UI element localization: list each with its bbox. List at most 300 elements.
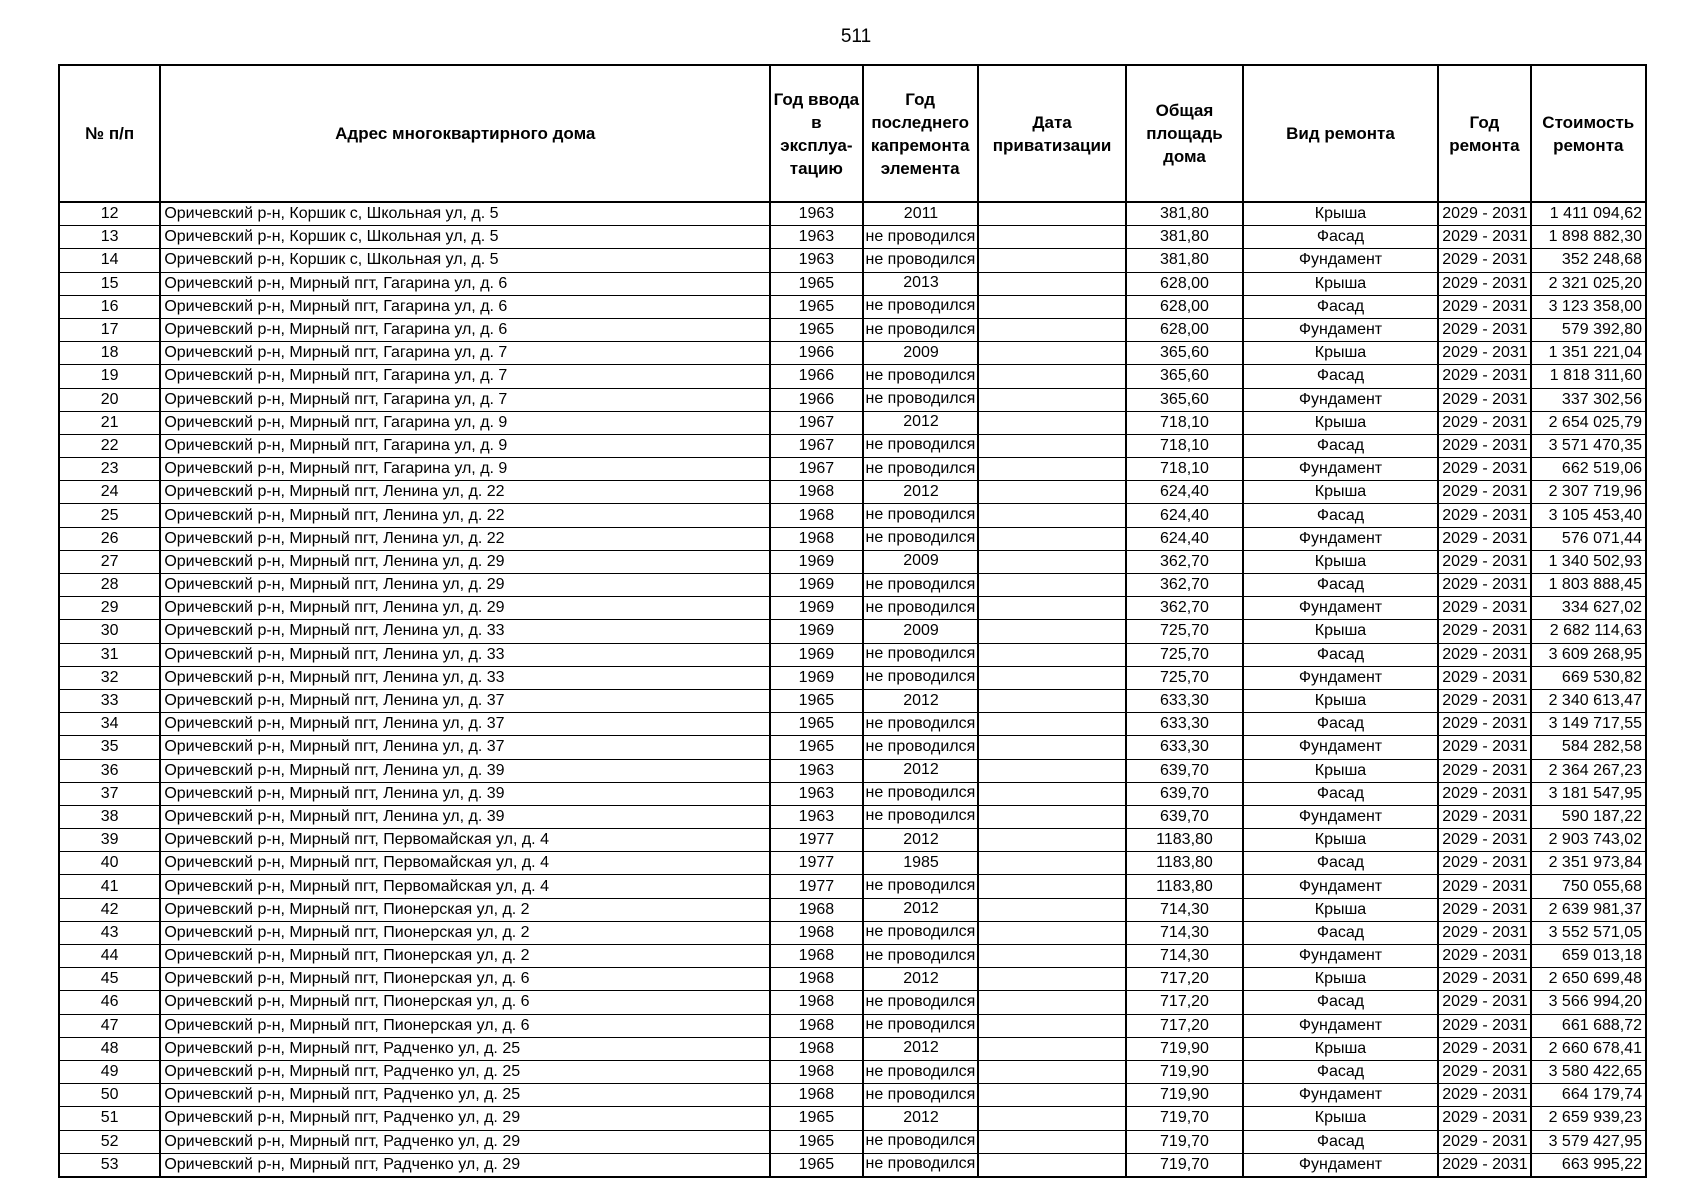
privatization-cell — [978, 434, 1126, 457]
repair-period-cell: 2029 - 2031 — [1438, 434, 1530, 457]
privatization-cell — [978, 365, 1126, 388]
last-repair-cell: 2009 — [863, 620, 978, 643]
repair-type-cell: Фундамент — [1243, 666, 1439, 689]
address-cell: Оричевский р-н, Мирный пгт, Ленина ул, д. 29 — [160, 574, 770, 597]
repair-period-cell: 2029 - 2031 — [1438, 689, 1530, 712]
area-cell: 717,20 — [1126, 1014, 1242, 1037]
cost-cell: 2 682 114,63 — [1531, 620, 1646, 643]
last-repair-cell: 2012 — [863, 1037, 978, 1060]
table-row — [59, 527, 1646, 550]
table-row — [59, 666, 1646, 689]
address-cell: Оричевский р-н, Мирный пгт, Радченко ул, д. 29 — [160, 1107, 770, 1130]
repair-period-cell: 2029 - 2031 — [1438, 1084, 1530, 1107]
repair-type-cell: Фундамент — [1243, 249, 1439, 272]
num-cell: 39 — [59, 829, 160, 852]
cost-cell: 2 321 025,20 — [1531, 272, 1646, 295]
year-built-cell: 1969 — [770, 620, 862, 643]
repair-period-cell: 2029 - 2031 — [1438, 1153, 1530, 1177]
area-cell: 1183,80 — [1126, 852, 1242, 875]
repair-type-cell: Крыша — [1243, 411, 1439, 434]
num-cell: 36 — [59, 759, 160, 782]
repair-type-cell: Фасад — [1243, 574, 1439, 597]
table-row — [59, 1060, 1646, 1083]
repair-type-cell: Фасад — [1243, 643, 1439, 666]
year-built-cell: 1968 — [770, 1037, 862, 1060]
privatization-cell — [978, 782, 1126, 805]
repair-type-cell: Крыша — [1243, 620, 1439, 643]
last-repair-cell: не проводился — [863, 458, 978, 481]
privatization-cell — [978, 1037, 1126, 1060]
privatization-cell — [978, 295, 1126, 318]
privatization-cell — [978, 550, 1126, 573]
num-cell: 46 — [59, 991, 160, 1014]
last-repair-cell: не проводился — [863, 597, 978, 620]
repair-type-cell: Фасад — [1243, 226, 1439, 249]
address-cell: Оричевский р-н, Мирный пгт, Пионерская ул, д. 6 — [160, 991, 770, 1014]
address-cell: Оричевский р-н, Мирный пгт, Первомайская ул, д. 4 — [160, 852, 770, 875]
year-built-cell: 1965 — [770, 736, 862, 759]
num-cell: 48 — [59, 1037, 160, 1060]
table-row — [59, 202, 1646, 226]
table-row — [59, 991, 1646, 1014]
cost-cell: 3 579 427,95 — [1531, 1130, 1646, 1153]
year-built-cell: 1963 — [770, 759, 862, 782]
year-built-cell: 1969 — [770, 643, 862, 666]
year-built-cell: 1965 — [770, 713, 862, 736]
area-cell: 718,10 — [1126, 411, 1242, 434]
address-cell: Оричевский р-н, Мирный пгт, Ленина ул, д. 22 — [160, 481, 770, 504]
repair-type-cell: Крыша — [1243, 1107, 1439, 1130]
address-cell: Оричевский р-н, Коршик с, Школьная ул, д. 5 — [160, 249, 770, 272]
num-cell: 15 — [59, 272, 160, 295]
cost-cell: 2 659 939,23 — [1531, 1107, 1646, 1130]
area-cell: 624,40 — [1126, 527, 1242, 550]
area-cell: 718,10 — [1126, 434, 1242, 457]
table-row — [59, 875, 1646, 898]
last-repair-cell: 2009 — [863, 342, 978, 365]
repair-period-cell: 2029 - 2031 — [1438, 1014, 1530, 1037]
address-cell: Оричевский р-н, Мирный пгт, Ленина ул, д. 33 — [160, 643, 770, 666]
cost-cell: 664 179,74 — [1531, 1084, 1646, 1107]
area-cell: 714,30 — [1126, 921, 1242, 944]
num-cell: 29 — [59, 597, 160, 620]
table-row — [59, 388, 1646, 411]
year-built-cell: 1963 — [770, 805, 862, 828]
cost-cell: 2 654 025,79 — [1531, 411, 1646, 434]
cost-cell: 590 187,22 — [1531, 805, 1646, 828]
cost-cell: 334 627,02 — [1531, 597, 1646, 620]
last-repair-cell: не проводился — [863, 736, 978, 759]
last-repair-cell: 2011 — [863, 202, 978, 226]
repair-period-cell: 2029 - 2031 — [1438, 1107, 1530, 1130]
address-cell: Оричевский р-н, Мирный пгт, Радченко ул, д. 25 — [160, 1060, 770, 1083]
table-row — [59, 550, 1646, 573]
last-repair-cell: не проводился — [863, 875, 978, 898]
repair-period-cell: 2029 - 2031 — [1438, 945, 1530, 968]
privatization-cell — [978, 504, 1126, 527]
repair-period-cell: 2029 - 2031 — [1438, 597, 1530, 620]
repair-period-cell: 2029 - 2031 — [1438, 898, 1530, 921]
cost-cell: 3 571 470,35 — [1531, 434, 1646, 457]
privatization-cell — [978, 249, 1126, 272]
last-repair-cell: 1985 — [863, 852, 978, 875]
last-repair-cell: не проводился — [863, 713, 978, 736]
privatization-cell — [978, 875, 1126, 898]
num-cell: 30 — [59, 620, 160, 643]
area-cell: 719,70 — [1126, 1107, 1242, 1130]
year-built-cell: 1968 — [770, 898, 862, 921]
repair-period-cell: 2029 - 2031 — [1438, 666, 1530, 689]
cost-cell: 1 818 311,60 — [1531, 365, 1646, 388]
last-repair-cell: 2012 — [863, 898, 978, 921]
last-repair-cell: не проводился — [863, 365, 978, 388]
address-cell: Оричевский р-н, Мирный пгт, Гагарина ул, д. 6 — [160, 318, 770, 341]
repair-period-cell: 2029 - 2031 — [1438, 620, 1530, 643]
num-cell: 33 — [59, 689, 160, 712]
cost-cell: 2 340 613,47 — [1531, 689, 1646, 712]
repair-type-cell: Фасад — [1243, 921, 1439, 944]
address-cell: Оричевский р-н, Мирный пгт, Гагарина ул, д. 7 — [160, 342, 770, 365]
privatization-cell — [978, 1107, 1126, 1130]
num-cell: 26 — [59, 527, 160, 550]
address-cell: Оричевский р-н, Мирный пгт, Гагарина ул, д. 6 — [160, 272, 770, 295]
table-row — [59, 759, 1646, 782]
cost-cell: 662 519,06 — [1531, 458, 1646, 481]
last-repair-cell: 2012 — [863, 411, 978, 434]
year-built-cell: 1965 — [770, 1107, 862, 1130]
privatization-cell — [978, 968, 1126, 991]
repair-period-cell: 2029 - 2031 — [1438, 1060, 1530, 1083]
cost-cell: 750 055,68 — [1531, 875, 1646, 898]
num-cell: 23 — [59, 458, 160, 481]
repair-type-cell: Крыша — [1243, 829, 1439, 852]
area-cell: 719,90 — [1126, 1084, 1242, 1107]
privatization-cell — [978, 945, 1126, 968]
cost-cell: 2 903 743,02 — [1531, 829, 1646, 852]
area-cell: 362,70 — [1126, 574, 1242, 597]
area-cell: 365,60 — [1126, 388, 1242, 411]
table-row — [59, 1037, 1646, 1060]
year-built-cell: 1968 — [770, 945, 862, 968]
cost-cell: 337 302,56 — [1531, 388, 1646, 411]
num-cell: 38 — [59, 805, 160, 828]
privatization-cell — [978, 759, 1126, 782]
cost-cell: 3 181 547,95 — [1531, 782, 1646, 805]
cost-cell: 1 351 221,04 — [1531, 342, 1646, 365]
table-row — [59, 365, 1646, 388]
privatization-cell — [978, 481, 1126, 504]
repair-type-cell: Крыша — [1243, 550, 1439, 573]
repair-type-cell: Крыша — [1243, 342, 1439, 365]
num-cell: 16 — [59, 295, 160, 318]
header-cost: Стоимость ремонта — [1531, 65, 1646, 202]
address-cell: Оричевский р-н, Мирный пгт, Первомайская ул, д. 4 — [160, 875, 770, 898]
repair-period-cell: 2029 - 2031 — [1438, 782, 1530, 805]
year-built-cell: 1969 — [770, 550, 862, 573]
header-year-built: Год ввода в эксплуа- тацию — [770, 65, 862, 202]
repair-period-cell: 2029 - 2031 — [1438, 1037, 1530, 1060]
cost-cell: 2 639 981,37 — [1531, 898, 1646, 921]
year-built-cell: 1967 — [770, 434, 862, 457]
area-cell: 381,80 — [1126, 202, 1242, 226]
privatization-cell — [978, 991, 1126, 1014]
area-cell: 718,10 — [1126, 458, 1242, 481]
table-row — [59, 643, 1646, 666]
last-repair-cell: 2012 — [863, 689, 978, 712]
year-built-cell: 1977 — [770, 852, 862, 875]
repair-period-cell: 2029 - 2031 — [1438, 411, 1530, 434]
address-cell: Оричевский р-н, Мирный пгт, Пионерская ул, д. 2 — [160, 898, 770, 921]
last-repair-cell: не проводился — [863, 504, 978, 527]
num-cell: 22 — [59, 434, 160, 457]
repair-period-cell: 2029 - 2031 — [1438, 388, 1530, 411]
header-privatization: Дата приватизации — [978, 65, 1126, 202]
repair-period-cell: 2029 - 2031 — [1438, 829, 1530, 852]
repair-period-cell: 2029 - 2031 — [1438, 504, 1530, 527]
area-cell: 1183,80 — [1126, 875, 1242, 898]
table-row — [59, 272, 1646, 295]
cost-cell: 1 898 882,30 — [1531, 226, 1646, 249]
year-built-cell: 1966 — [770, 365, 862, 388]
area-cell: 633,30 — [1126, 713, 1242, 736]
table-row — [59, 504, 1646, 527]
privatization-cell — [978, 713, 1126, 736]
privatization-cell — [978, 852, 1126, 875]
repair-period-cell: 2029 - 2031 — [1438, 1130, 1530, 1153]
repair-period-cell: 2029 - 2031 — [1438, 458, 1530, 481]
table-row — [59, 411, 1646, 434]
num-cell: 12 — [59, 202, 160, 226]
last-repair-cell: не проводился — [863, 388, 978, 411]
last-repair-cell: не проводился — [863, 1153, 978, 1177]
repair-schedule-table — [58, 64, 1647, 1178]
repair-type-cell: Фасад — [1243, 782, 1439, 805]
address-cell: Оричевский р-н, Мирный пгт, Гагарина ул, д. 9 — [160, 458, 770, 481]
cost-cell: 3 105 453,40 — [1531, 504, 1646, 527]
year-built-cell: 1967 — [770, 411, 862, 434]
address-cell: Оричевский р-н, Мирный пгт, Ленина ул, д. 37 — [160, 713, 770, 736]
address-cell: Оричевский р-н, Мирный пгт, Пионерская ул, д. 2 — [160, 921, 770, 944]
last-repair-cell: не проводился — [863, 805, 978, 828]
year-built-cell: 1963 — [770, 782, 862, 805]
repair-period-cell: 2029 - 2031 — [1438, 342, 1530, 365]
repair-period-cell: 2029 - 2031 — [1438, 318, 1530, 341]
privatization-cell — [978, 805, 1126, 828]
num-cell: 34 — [59, 713, 160, 736]
address-cell: Оричевский р-н, Мирный пгт, Ленина ул, д. 33 — [160, 620, 770, 643]
last-repair-cell: не проводился — [863, 574, 978, 597]
table-row — [59, 736, 1646, 759]
last-repair-cell: 2012 — [863, 1107, 978, 1130]
table-row — [59, 458, 1646, 481]
num-cell: 31 — [59, 643, 160, 666]
repair-type-cell: Фундамент — [1243, 1014, 1439, 1037]
address-cell: Оричевский р-н, Мирный пгт, Ленина ул, д. 33 — [160, 666, 770, 689]
year-built-cell: 1965 — [770, 1130, 862, 1153]
address-cell: Оричевский р-н, Мирный пгт, Ленина ул, д. 37 — [160, 736, 770, 759]
repair-type-cell: Крыша — [1243, 898, 1439, 921]
num-cell: 43 — [59, 921, 160, 944]
area-cell: 624,40 — [1126, 504, 1242, 527]
table-header-row — [59, 65, 1646, 202]
num-cell: 40 — [59, 852, 160, 875]
address-cell: Оричевский р-н, Мирный пгт, Ленина ул, д. 22 — [160, 527, 770, 550]
area-cell: 628,00 — [1126, 272, 1242, 295]
last-repair-cell: не проводился — [863, 643, 978, 666]
num-cell: 49 — [59, 1060, 160, 1083]
cost-cell: 3 580 422,65 — [1531, 1060, 1646, 1083]
table-row — [59, 805, 1646, 828]
repair-type-cell: Фасад — [1243, 434, 1439, 457]
last-repair-cell: не проводился — [863, 991, 978, 1014]
year-built-cell: 1968 — [770, 1014, 862, 1037]
num-cell: 21 — [59, 411, 160, 434]
privatization-cell — [978, 1060, 1126, 1083]
header-last-repair: Год последнего капремонта элемента — [863, 65, 978, 202]
privatization-cell — [978, 411, 1126, 434]
address-cell: Оричевский р-н, Мирный пгт, Пионерская ул, д. 2 — [160, 945, 770, 968]
cost-cell: 584 282,58 — [1531, 736, 1646, 759]
table-row — [59, 620, 1646, 643]
repair-type-cell: Фундамент — [1243, 805, 1439, 828]
privatization-cell — [978, 829, 1126, 852]
num-cell: 14 — [59, 249, 160, 272]
repair-type-cell: Фундамент — [1243, 527, 1439, 550]
table-row — [59, 1014, 1646, 1037]
repair-type-cell: Фундамент — [1243, 318, 1439, 341]
year-built-cell: 1963 — [770, 202, 862, 226]
year-built-cell: 1968 — [770, 1060, 862, 1083]
repair-period-cell: 2029 - 2031 — [1438, 759, 1530, 782]
last-repair-cell: 2013 — [863, 272, 978, 295]
cost-cell: 576 071,44 — [1531, 527, 1646, 550]
privatization-cell — [978, 342, 1126, 365]
header-address: Адрес многоквартирного дома — [160, 65, 770, 202]
last-repair-cell: 2012 — [863, 759, 978, 782]
cost-cell: 3 123 358,00 — [1531, 295, 1646, 318]
repair-type-cell: Фундамент — [1243, 388, 1439, 411]
cost-cell: 659 013,18 — [1531, 945, 1646, 968]
privatization-cell — [978, 1153, 1126, 1177]
page-number: 511 — [840, 26, 872, 47]
privatization-cell — [978, 921, 1126, 944]
year-built-cell: 1966 — [770, 342, 862, 365]
last-repair-cell: не проводился — [863, 666, 978, 689]
area-cell: 719,70 — [1126, 1153, 1242, 1177]
area-cell: 633,30 — [1126, 736, 1242, 759]
table-row — [59, 434, 1646, 457]
num-cell: 53 — [59, 1153, 160, 1177]
privatization-cell — [978, 643, 1126, 666]
table-row — [59, 921, 1646, 944]
table-row — [59, 968, 1646, 991]
num-cell: 42 — [59, 898, 160, 921]
area-cell: 362,70 — [1126, 597, 1242, 620]
num-cell: 25 — [59, 504, 160, 527]
address-cell: Оричевский р-н, Мирный пгт, Радченко ул, д. 29 — [160, 1153, 770, 1177]
repair-period-cell: 2029 - 2031 — [1438, 202, 1530, 226]
num-cell: 52 — [59, 1130, 160, 1153]
table-row — [59, 481, 1646, 504]
year-built-cell: 1965 — [770, 295, 862, 318]
repair-type-cell: Фундамент — [1243, 736, 1439, 759]
cost-cell: 1 411 094,62 — [1531, 202, 1646, 226]
privatization-cell — [978, 574, 1126, 597]
last-repair-cell: 2012 — [863, 829, 978, 852]
num-cell: 47 — [59, 1014, 160, 1037]
last-repair-cell: не проводился — [863, 318, 978, 341]
area-cell: 719,90 — [1126, 1037, 1242, 1060]
num-cell: 51 — [59, 1107, 160, 1130]
table-body — [59, 202, 1646, 1177]
address-cell: Оричевский р-н, Мирный пгт, Гагарина ул, д. 7 — [160, 365, 770, 388]
address-cell: Оричевский р-н, Мирный пгт, Ленина ул, д. 29 — [160, 597, 770, 620]
num-cell: 35 — [59, 736, 160, 759]
privatization-cell — [978, 689, 1126, 712]
repair-type-cell: Фасад — [1243, 1060, 1439, 1083]
repair-type-cell: Фасад — [1243, 295, 1439, 318]
year-built-cell: 1965 — [770, 689, 862, 712]
year-built-cell: 1977 — [770, 875, 862, 898]
repair-type-cell: Крыша — [1243, 202, 1439, 226]
address-cell: Оричевский р-н, Мирный пгт, Гагарина ул, д. 6 — [160, 295, 770, 318]
repair-type-cell: Фундамент — [1243, 458, 1439, 481]
repair-period-cell: 2029 - 2031 — [1438, 713, 1530, 736]
area-cell: 381,80 — [1126, 249, 1242, 272]
cost-cell: 661 688,72 — [1531, 1014, 1646, 1037]
cost-cell: 2 351 973,84 — [1531, 852, 1646, 875]
cost-cell: 579 392,80 — [1531, 318, 1646, 341]
repair-type-cell: Фасад — [1243, 1130, 1439, 1153]
last-repair-cell: 2009 — [863, 550, 978, 573]
year-built-cell: 1969 — [770, 597, 862, 620]
last-repair-cell: не проводился — [863, 249, 978, 272]
cost-cell: 663 995,22 — [1531, 1153, 1646, 1177]
last-repair-cell: 2012 — [863, 968, 978, 991]
year-built-cell: 1968 — [770, 527, 862, 550]
table-row — [59, 597, 1646, 620]
table-row — [59, 713, 1646, 736]
table-row — [59, 898, 1646, 921]
area-cell: 639,70 — [1126, 805, 1242, 828]
cost-cell: 2 650 699,48 — [1531, 968, 1646, 991]
area-cell: 633,30 — [1126, 689, 1242, 712]
last-repair-cell: 2012 — [863, 481, 978, 504]
address-cell: Оричевский р-н, Мирный пгт, Ленина ул, д. 39 — [160, 759, 770, 782]
last-repair-cell: не проводился — [863, 782, 978, 805]
header-num: № п/п — [59, 65, 160, 202]
repair-type-cell: Фундамент — [1243, 1084, 1439, 1107]
address-cell: Оричевский р-н, Мирный пгт, Радченко ул, д. 25 — [160, 1084, 770, 1107]
num-cell: 24 — [59, 481, 160, 504]
area-cell: 362,70 — [1126, 550, 1242, 573]
table-row — [59, 852, 1646, 875]
privatization-cell — [978, 1014, 1126, 1037]
last-repair-cell: не проводился — [863, 945, 978, 968]
area-cell: 628,00 — [1126, 318, 1242, 341]
repair-period-cell: 2029 - 2031 — [1438, 852, 1530, 875]
repair-period-cell: 2029 - 2031 — [1438, 249, 1530, 272]
year-built-cell: 1968 — [770, 504, 862, 527]
year-built-cell: 1963 — [770, 226, 862, 249]
area-cell: 719,70 — [1126, 1130, 1242, 1153]
last-repair-cell: не проводился — [863, 1084, 978, 1107]
address-cell: Оричевский р-н, Мирный пгт, Ленина ул, д. 39 — [160, 805, 770, 828]
repair-period-cell: 2029 - 2031 — [1438, 365, 1530, 388]
repair-period-cell: 2029 - 2031 — [1438, 921, 1530, 944]
cost-cell: 3 149 717,55 — [1531, 713, 1646, 736]
table-row — [59, 1153, 1646, 1177]
